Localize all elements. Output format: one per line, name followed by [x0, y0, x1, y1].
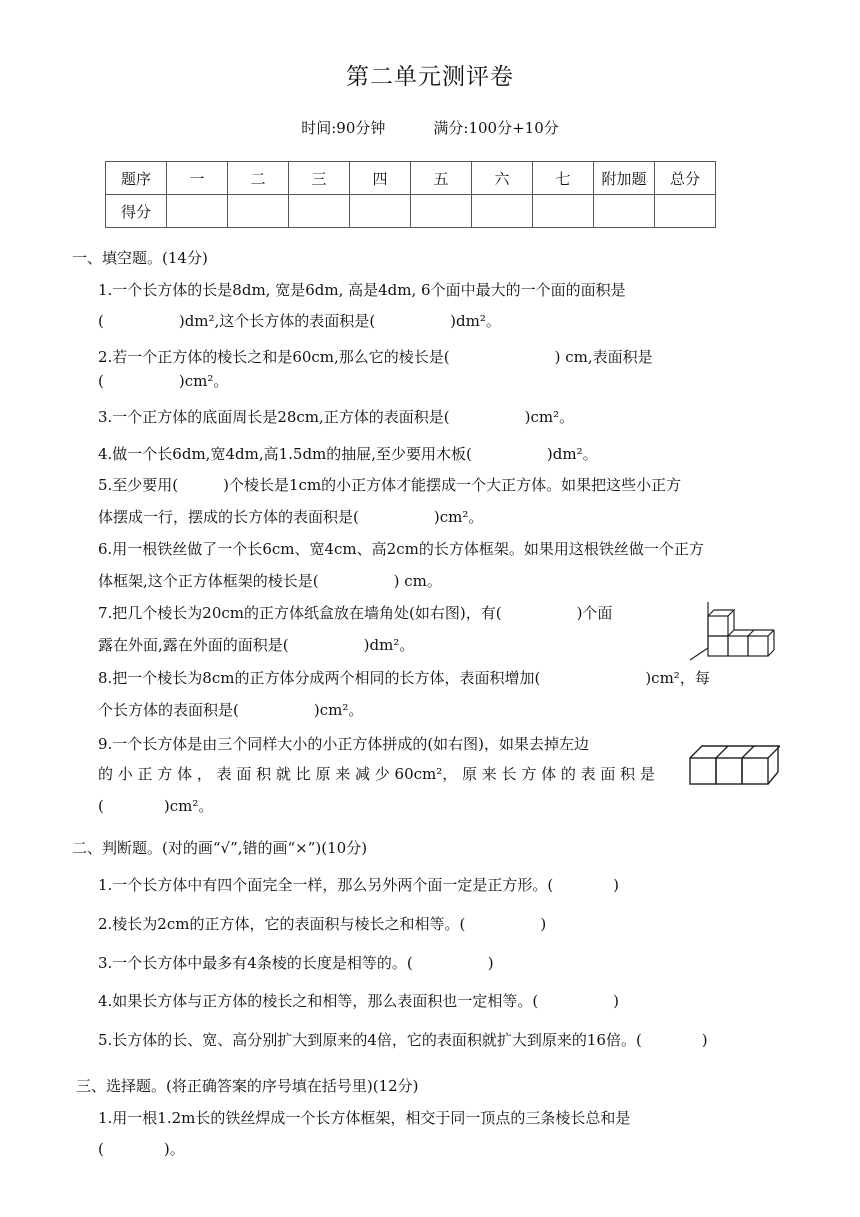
score-input-cell[interactable] [411, 195, 472, 228]
score-table-cell: 一 [167, 162, 228, 195]
question-text: 体框架,这个正方体框架的棱长是( ) cm。 [98, 572, 442, 590]
score-input-cell[interactable] [167, 195, 228, 228]
score-table-cell: 得分 [106, 195, 167, 228]
score-input-cell[interactable] [350, 195, 411, 228]
section-heading: 二、判断题。(对的画“√”,错的画“×”)(10分) [72, 839, 368, 857]
question-text: 1.一个长方体的长是8dm, 宽是6dm, 高是4dm, 6个面中最大的一个面的面积是 [98, 281, 626, 299]
question-text: 4.如果长方体与正方体的棱长之和相等，那么表面积也一定相等。( ) [98, 992, 620, 1010]
question-text: 3.一个正方体的底面周长是28cm,正方体的表面积是( )cm²。 [98, 408, 575, 426]
question-text: 4.做一个长6dm,宽4dm,高1.5dm的抽屉,至少要用木板( )dm²。 [98, 445, 598, 463]
score-input-cell[interactable] [228, 195, 289, 228]
three-cubes-figure [688, 744, 780, 786]
score-input-cell[interactable] [472, 195, 533, 228]
question-text: 8.把一个棱长为8cm的正方体分成两个相同的长方体，表面积增加( )cm²，每 [98, 669, 710, 687]
score-table-cell: 七 [533, 162, 594, 195]
score-table-cell: 四 [350, 162, 411, 195]
score-table-cell: 三 [289, 162, 350, 195]
score-table-cell: 题序 [106, 162, 167, 195]
question-text: 2.棱长为2cm的正方体，它的表面积与棱长之和相等。( ) [98, 915, 547, 933]
score-table [105, 161, 716, 228]
question-text: 2.若一个正方体的棱长之和是60cm,那么它的棱长是( ) cm,表面积是 [98, 348, 653, 366]
page-title: 第二单元测评卷 [346, 64, 514, 90]
score-input-cell[interactable] [594, 195, 655, 228]
question-text: 3.一个长方体中最多有4条棱的长度是相等的。( ) [98, 954, 494, 972]
score-table-cell: 五 [411, 162, 472, 195]
time-limit: 时间:90分钟 [301, 119, 386, 137]
score-table-cell: 总分 [655, 162, 716, 195]
score-table-cell: 二 [228, 162, 289, 195]
score-input-cell[interactable] [289, 195, 350, 228]
score-input-cell[interactable] [533, 195, 594, 228]
question-text: 露在外面,露在外面的面积是( )dm²。 [98, 636, 415, 654]
question-text: ( )dm²,这个长方体的表面积是( )dm²。 [98, 312, 501, 330]
score-table-cell: 附加题 [594, 162, 655, 195]
question-text: 个长方体的表面积是( )cm²。 [98, 701, 364, 719]
question-text: 9.一个长方体是由三个同样大小的小正方体拼成的(如右图)，如果去掉左边 [98, 735, 590, 753]
question-text: 5.长方体的长、宽、高分别扩大到原来的4倍，它的表面积就扩大到原来的16倍。( ) [98, 1031, 708, 1049]
score-input-cell[interactable] [655, 195, 716, 228]
section-heading: 一、填空题。(14分) [72, 249, 208, 267]
stacked-cubes-figure [688, 598, 778, 666]
question-text: ( )。 [98, 1140, 185, 1158]
section-heading: 三、选择题。(将正确答案的序号填在括号里)(12分) [76, 1077, 419, 1095]
exam-info [0, 117, 860, 138]
question-text: 体摆成一行，摆成的长方体的表面积是( )cm²。 [98, 508, 484, 526]
score-table-cell: 六 [472, 162, 533, 195]
score-table-score-row [106, 195, 716, 228]
question-text: 1.用一根1.2m长的铁丝焊成一个长方体框架，相交于同一顶点的三条棱长总和是 [98, 1109, 631, 1127]
question-text: 的 小 正 方 体 ， 表 面 积 就 比 原 来 减 少 60cm²， 原 来 长 方 体 的 表 面 积 是 [98, 765, 655, 783]
question-text: 1.一个长方体中有四个面完全一样，那么另外两个面一定是正方形。( ) [98, 876, 620, 894]
question-text: 7.把几个棱长为20cm的正方体纸盒放在墙角处(如右图)，有( )个面 [98, 604, 613, 622]
full-score: 满分:100分+10分 [433, 119, 559, 137]
score-table-header-row [106, 162, 716, 195]
question-text: 5.至少要用( )个棱长是1cm的小正方体才能摆成一个大正方体。如果把这些小正方 [98, 476, 682, 494]
question-text: 6.用一根铁丝做了一个长6cm、宽4cm、高2cm的长方体框架。如果用这根铁丝做一个正方 [98, 540, 704, 558]
question-text: ( )cm²。 [98, 797, 214, 815]
question-text: ( )cm²。 [98, 372, 229, 390]
